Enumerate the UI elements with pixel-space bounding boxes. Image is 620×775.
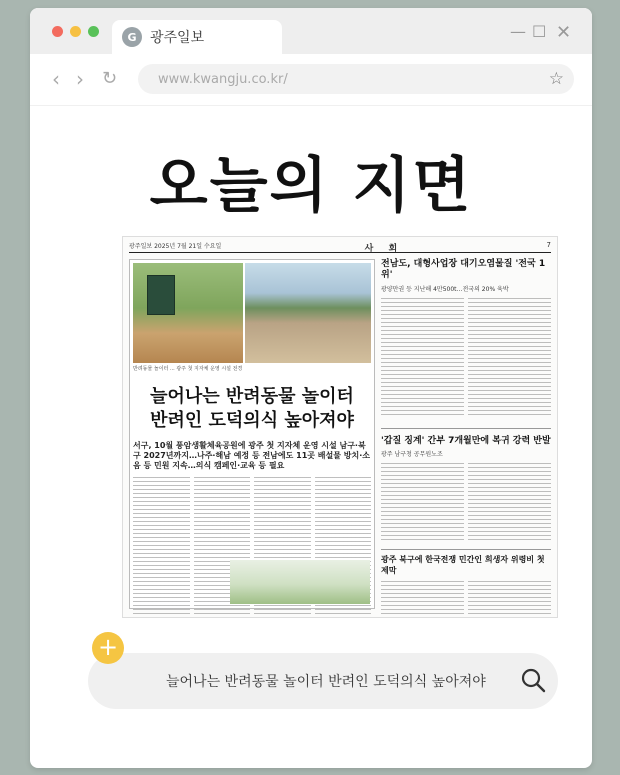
maximize-icon[interactable]: ☐ [532,22,547,41]
main-subheadline: 서구, 10월 풍암생활체육공원에 광주 첫 지자체 운영 시설 남구·북구 2027년까지…나주·해남 예정 등 전남에도 11곳 배설물 방치·소음 등 민원 지속…의식 캠페인·교육 등 필요 [133,441,370,470]
title-bar [30,8,592,54]
section-name: 사 회 [364,244,404,254]
newspaper-page[interactable] [122,236,558,618]
side-articles [381,259,551,609]
minimize-icon[interactable]: — [510,22,526,41]
side-headline-1[interactable]: 전남도, 대형사업장 대기오염물질 '전국 1위' [381,259,546,280]
back-icon[interactable]: ‹ [52,67,60,91]
side-headline-2[interactable]: '갑질 징계' 간부 7개월만에 복귀 강력 반발 [381,428,551,446]
browser-tab[interactable] [112,20,282,54]
tab-title: 광주일보 [150,30,205,46]
side-subheadline-2: 광주 남구청 공무원노조 [381,451,443,458]
page-number: 7 [546,241,551,249]
page-title: 오늘의 지면 [149,151,473,221]
newspaper-header [129,241,551,253]
close-window-dot-icon[interactable] [52,26,63,37]
bookmark-star-icon[interactable]: ☆ [548,69,564,89]
dog-figures-photo [230,560,370,604]
favicon-icon: G [122,27,142,47]
side-headline-3[interactable]: 광주 북구에 한국전쟁 민간인 희생자 위령비 첫 제막 [381,549,551,576]
main-article[interactable] [129,259,375,609]
search-bar[interactable] [88,653,558,709]
zoom-window-dot-icon[interactable] [88,26,99,37]
navigation-bar [30,54,592,106]
photo-caption: 반려동물 놀이터 ... 광주 첫 지자체 운영 시설 전경 [133,366,243,372]
search-icon[interactable] [520,667,546,693]
park-photo [245,263,371,363]
article-photos [133,263,371,363]
playground-photo [133,263,243,363]
address-bar[interactable] [138,64,574,94]
close-icon[interactable]: ✕ [556,22,572,43]
masthead: 광주일보 2025년 7월 21일 수요일 [129,243,222,250]
reload-icon[interactable]: ↻ [102,68,118,89]
minimize-window-dot-icon[interactable] [70,26,81,37]
search-query-text: 늘어나는 반려동물 놀이터 반려인 도덕의식 높아져야 [166,674,486,690]
url-text: www.kwangju.co.kr/ [158,71,288,87]
main-headline: 늘어나는 반려동물 놀이터 반려인 도덕의식 높아져야 [150,386,354,431]
add-button[interactable]: + [92,632,124,664]
forward-icon[interactable]: › [76,67,84,91]
side-subheadline-1: 광양만권 등 지난해 4만500t…전국의 20% 육박 [381,286,509,293]
